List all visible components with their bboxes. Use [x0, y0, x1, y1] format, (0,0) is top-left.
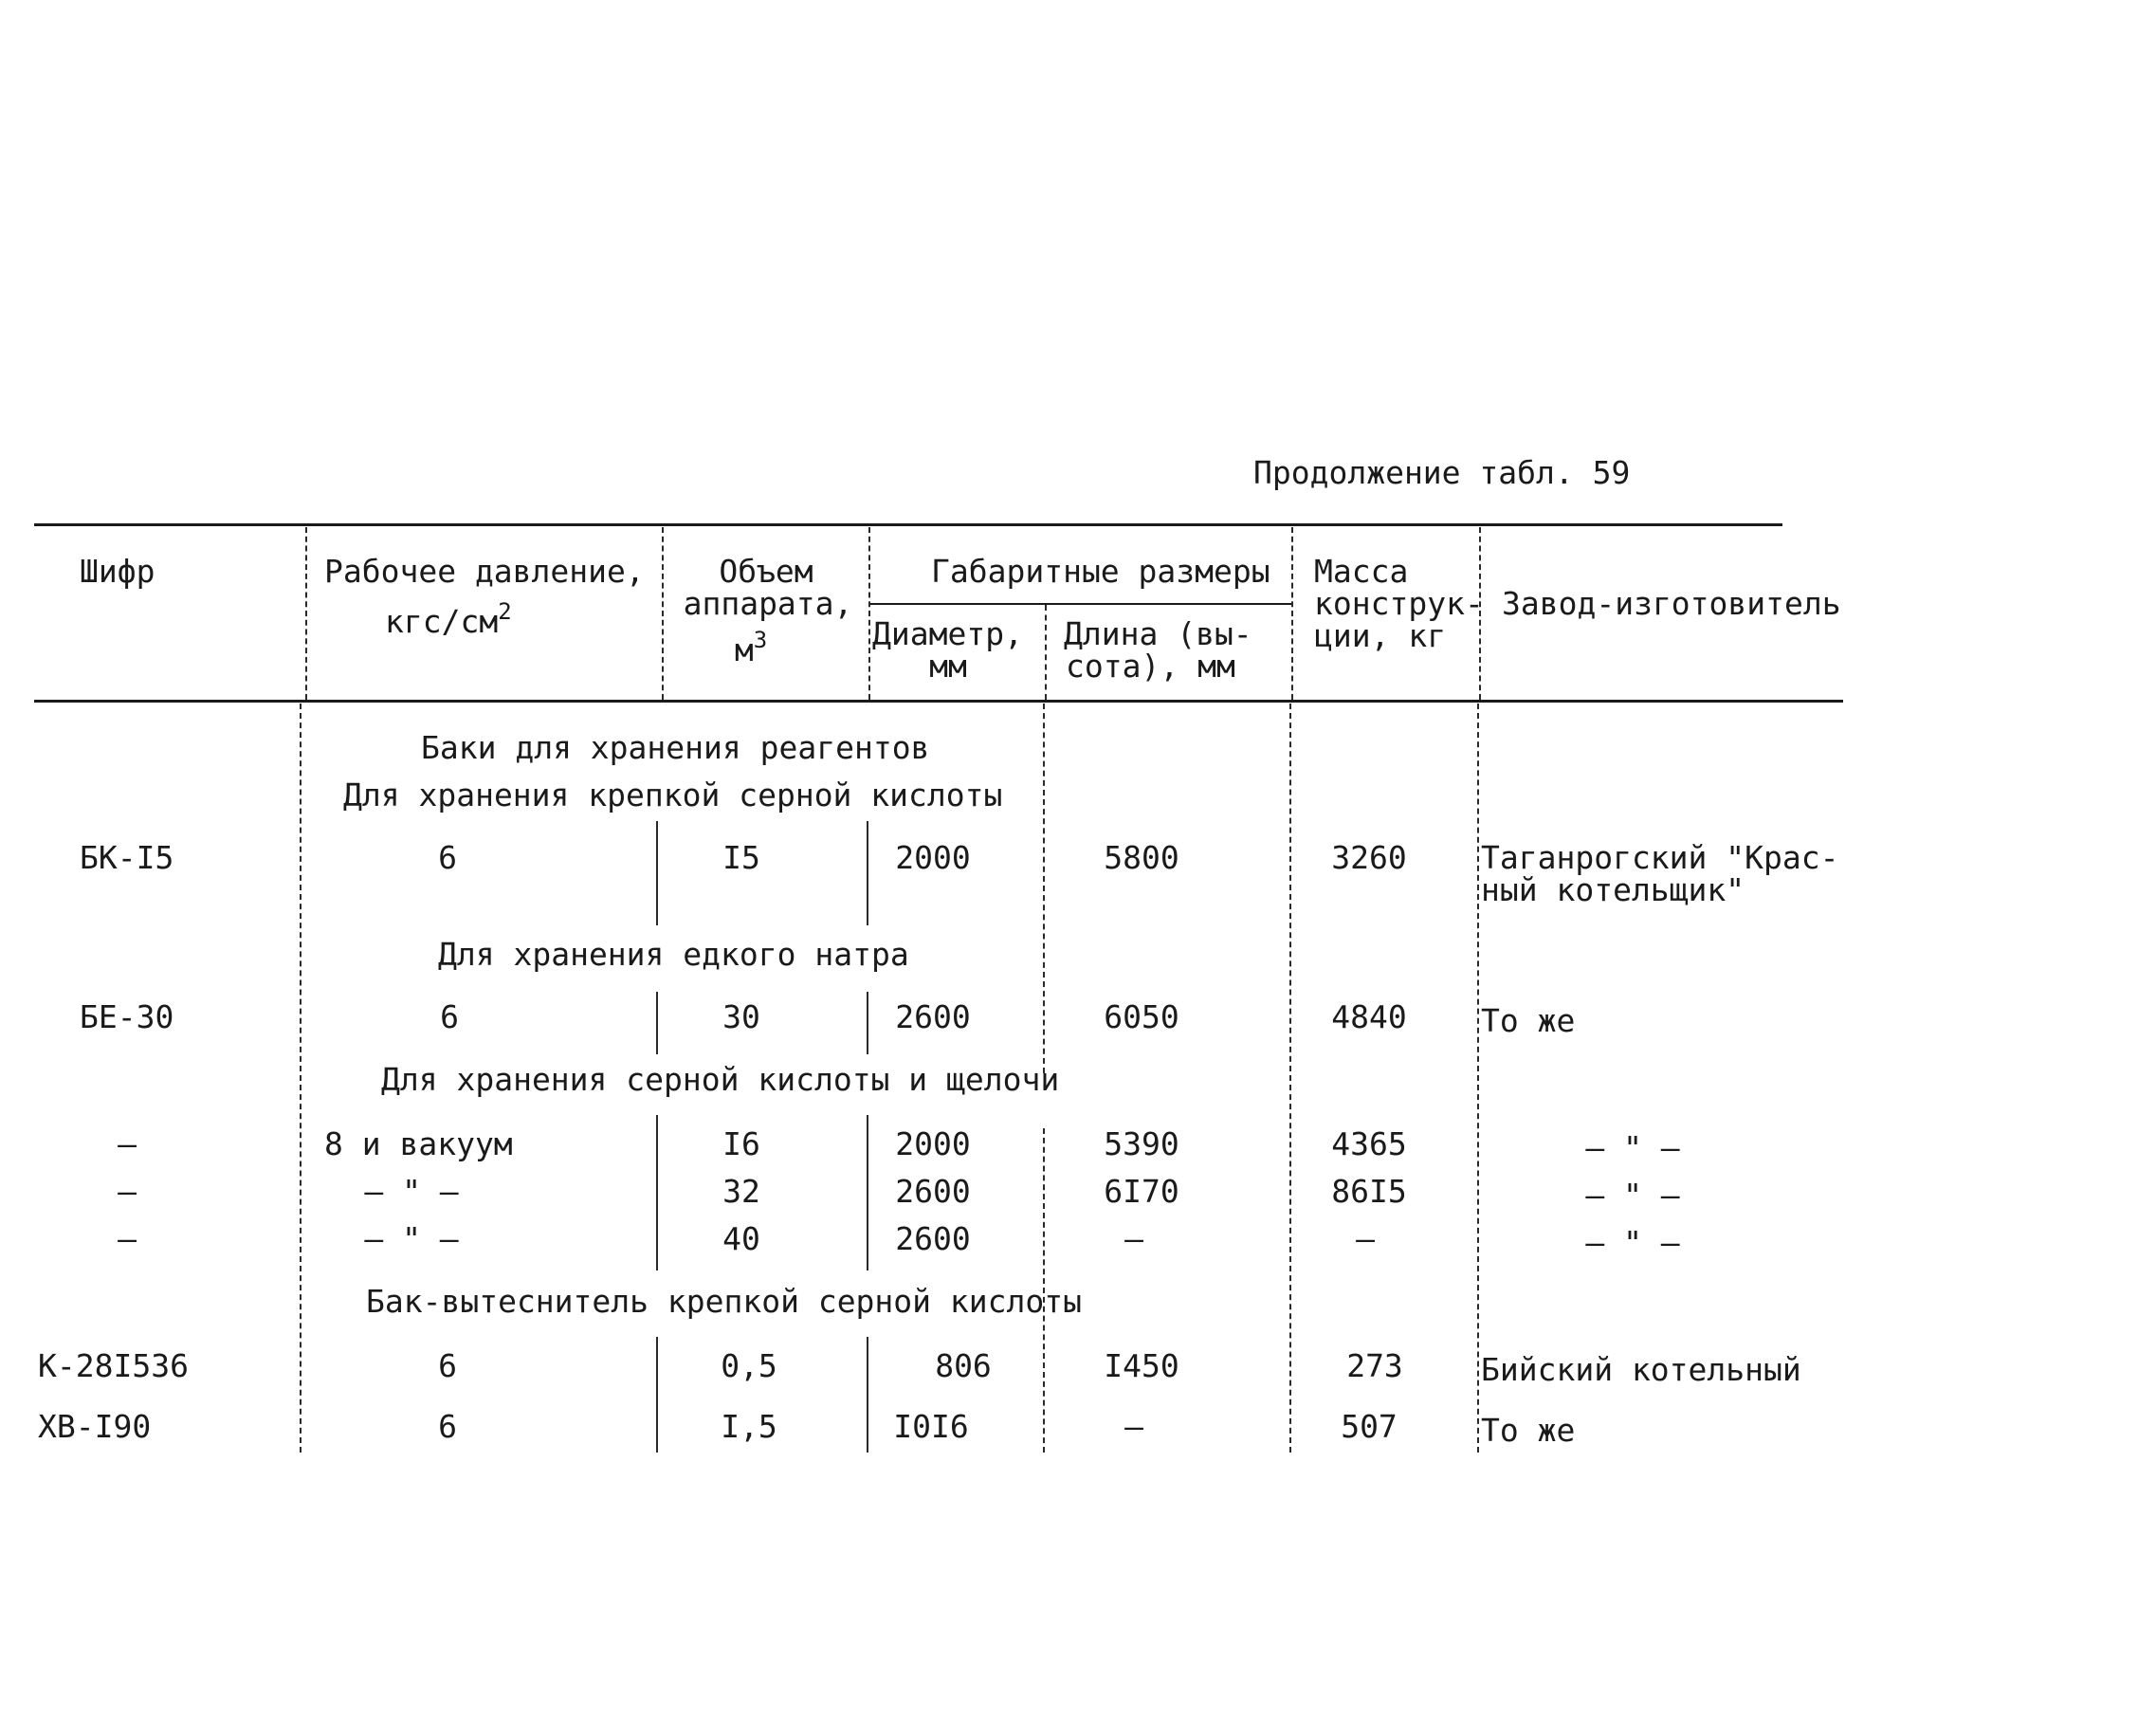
- header-length-line1: Длина (вы-: [1064, 615, 1252, 652]
- cell-mass: 3260: [1331, 839, 1407, 876]
- cell-mass: –: [1356, 1220, 1375, 1257]
- cell-volume: I6: [722, 1125, 760, 1162]
- cell-diameter: 2000: [895, 839, 971, 876]
- cell-pressure: – " –: [364, 1220, 459, 1257]
- section-subtitle: Для хранения серной кислоты и щелочи: [381, 1061, 1060, 1098]
- col-divider: [1291, 527, 1293, 700]
- header-diameter-line1: Диаметр,: [872, 615, 1023, 652]
- cell-code: БЕ-30: [80, 998, 174, 1035]
- cell-code: –: [118, 1173, 137, 1210]
- col-segment: [656, 1115, 658, 1270]
- cell-volume: I5: [722, 839, 760, 876]
- cell-pressure: 6: [440, 998, 459, 1035]
- cell-length: 5800: [1104, 839, 1179, 876]
- cell-volume: 40: [722, 1220, 760, 1257]
- col-divider: [300, 704, 301, 1453]
- cell-length: –: [1124, 1220, 1143, 1257]
- cell-diameter: 2600: [895, 1173, 971, 1210]
- cell-maker: – " –: [1585, 1129, 1680, 1166]
- col-segment: [867, 821, 868, 925]
- cell-maker: Бийский котельный: [1481, 1351, 1801, 1388]
- col-segment: [656, 821, 658, 925]
- cell-mass: 273: [1346, 1347, 1403, 1384]
- header-pressure-line2: кгс/$см^2$: [385, 598, 512, 640]
- cell-mass: 4365: [1331, 1125, 1407, 1162]
- col-divider: [1289, 704, 1291, 1453]
- col-segment: [656, 1337, 658, 1453]
- header-diameter-line2: мм: [929, 648, 967, 685]
- col-divider: [305, 527, 307, 700]
- cell-code: –: [118, 1125, 137, 1162]
- cell-code: БК-I5: [80, 839, 174, 876]
- cell-maker: Таганрогский "Крас-: [1481, 839, 1839, 876]
- cell-pressure: 6: [438, 839, 457, 876]
- col-divider: [662, 527, 664, 700]
- section-title: Баки для хранения реагентов: [421, 729, 930, 766]
- header-pressure-line1: Рабочее давление,: [324, 553, 645, 590]
- cell-mass: 507: [1341, 1408, 1398, 1445]
- header-code: Шифр: [80, 553, 155, 590]
- section-subtitle: Для хранения крепкой серной кислоты: [343, 777, 1003, 813]
- cell-maker: – " –: [1585, 1177, 1680, 1214]
- cell-mass: 4840: [1331, 998, 1407, 1035]
- cell-pressure: 6: [438, 1347, 457, 1384]
- cell-diameter: 2000: [895, 1125, 971, 1162]
- col-divider: [1043, 704, 1045, 1073]
- cell-code: ХВ-I90: [38, 1408, 152, 1445]
- header-mass-line2: конструк-: [1314, 585, 1484, 622]
- cell-code: –: [118, 1220, 137, 1257]
- header-dims: Габаритные размеры: [931, 553, 1270, 590]
- section-subtitle: Бак-вытеснитель крепкой серной кислоты: [366, 1283, 1082, 1320]
- header-maker: Завод-изготовитель: [1502, 585, 1841, 622]
- cell-pressure: 6: [438, 1408, 457, 1445]
- table-top-rule: [34, 523, 1782, 526]
- cell-pressure: 8 и вакуум: [324, 1125, 513, 1162]
- cell-length: 6I70: [1104, 1173, 1179, 1210]
- cell-maker: То же: [1481, 1412, 1576, 1449]
- cell-diameter: 2600: [895, 1220, 971, 1257]
- cell-pressure: – " –: [364, 1173, 459, 1210]
- cell-maker: То же: [1481, 1002, 1576, 1039]
- cell-diameter: I0I6: [893, 1408, 969, 1445]
- cell-maker-cont: ный котельщик": [1481, 871, 1745, 908]
- header-volume-line2: аппарата,: [683, 585, 853, 622]
- dims-subheader-rule: [870, 603, 1291, 605]
- cell-length: 6050: [1104, 998, 1179, 1035]
- col-divider: [1477, 704, 1479, 1453]
- cell-volume: I,5: [721, 1408, 777, 1445]
- cell-volume: 0,5: [721, 1347, 777, 1384]
- col-divider: [1045, 605, 1047, 700]
- col-segment: [656, 992, 658, 1054]
- header-volume-line3: $м^3$: [734, 627, 768, 668]
- col-segment: [867, 992, 868, 1054]
- section-subtitle: Для хранения едкого натра: [438, 936, 909, 973]
- header-volume-line1: Объем: [719, 553, 813, 590]
- header-length-line2: сота), мм: [1066, 648, 1235, 685]
- header-mass-line1: Масса: [1314, 553, 1409, 590]
- table-caption: Продолжение табл. 59: [1253, 454, 1631, 491]
- cell-code: К-28I536: [38, 1347, 189, 1384]
- cell-length: I450: [1104, 1347, 1179, 1384]
- header-mass-line3: ции, кг: [1314, 617, 1447, 654]
- header-bottom-rule: [34, 700, 1843, 703]
- cell-maker: – " –: [1585, 1224, 1680, 1261]
- cell-length: 5390: [1104, 1125, 1179, 1162]
- cell-volume: 30: [722, 998, 760, 1035]
- cell-length: –: [1124, 1408, 1143, 1445]
- col-segment: [867, 1115, 868, 1270]
- cell-diameter: 806: [935, 1347, 992, 1384]
- cell-diameter: 2600: [895, 998, 971, 1035]
- col-divider: [868, 527, 870, 700]
- cell-mass: 86I5: [1331, 1173, 1407, 1210]
- col-segment: [867, 1337, 868, 1453]
- cell-volume: 32: [722, 1173, 760, 1210]
